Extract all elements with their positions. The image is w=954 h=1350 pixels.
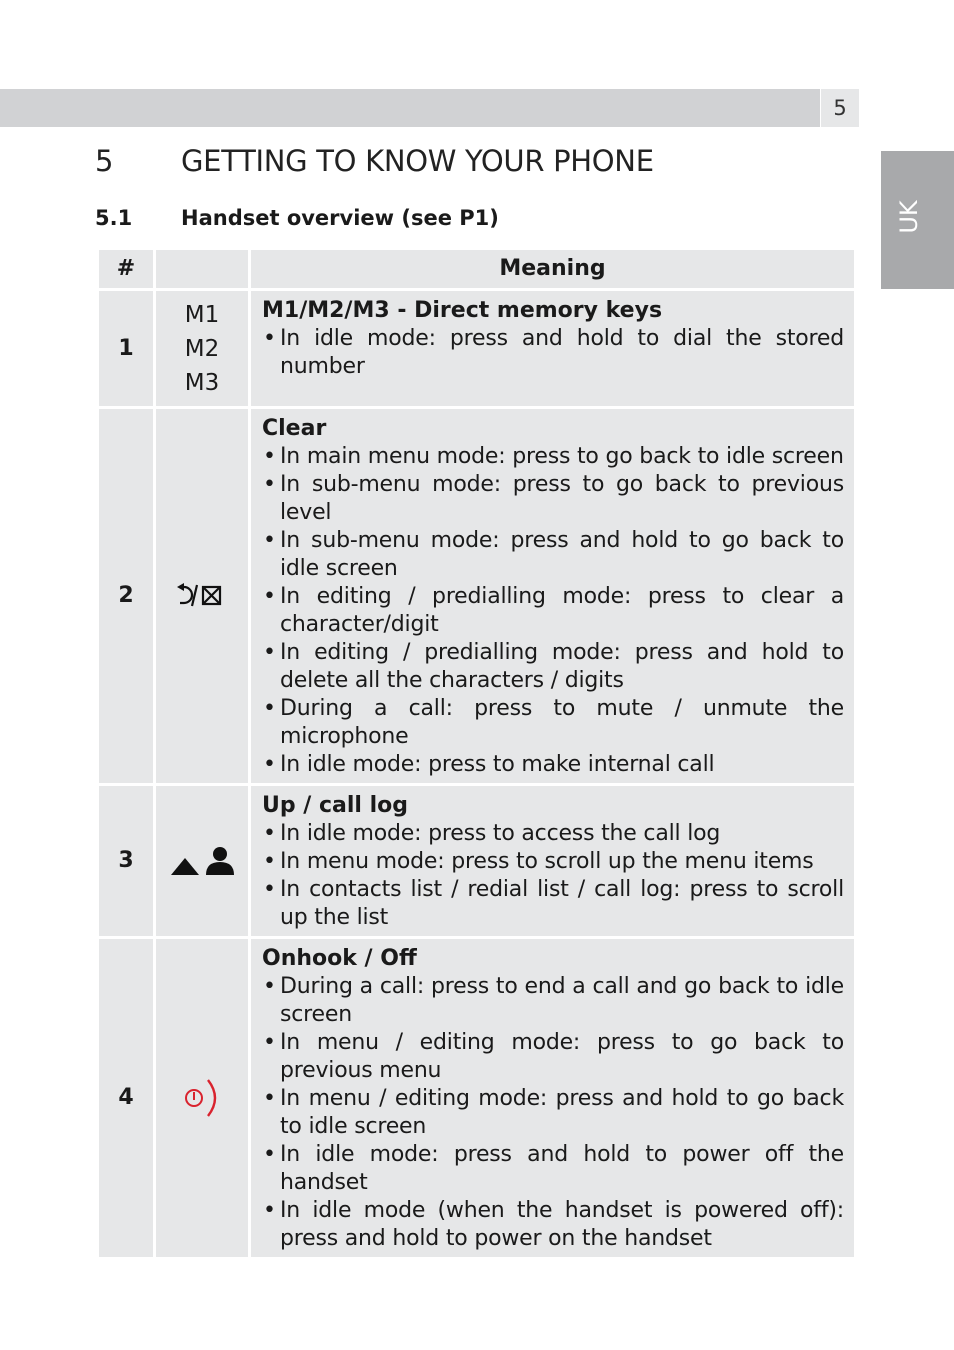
table-row [99, 409, 854, 783]
bullet-item: • In main menu mode: press to go back to idle screen [262, 443, 844, 471]
table-header-row [99, 250, 854, 288]
bullet-list [262, 443, 844, 779]
bullet-item: • In idle mode: press and hold to dial the stored number [262, 325, 844, 381]
page-number: 5 [821, 89, 859, 127]
bullet-item: • During a call: press to mute / unmute the microphone [262, 695, 844, 751]
header-number: # [99, 250, 153, 288]
key-icon-cell [156, 786, 248, 936]
language-tab [881, 151, 954, 289]
row-meaning [251, 939, 854, 1257]
chapter-number: 5 [95, 144, 114, 178]
table-row [99, 939, 854, 1257]
memory-keys [156, 291, 248, 406]
power-off-icon [182, 1076, 222, 1120]
bullet-item: • In editing / predialling mode: press to clear a character/digit [262, 583, 844, 639]
bullet-list [262, 973, 844, 1253]
row-meaning [251, 786, 854, 936]
section-title: Handset overview (see P1) [181, 206, 499, 230]
chapter-title: GETTING TO KNOW YOUR PHONE [181, 144, 654, 178]
bullet-item: • In menu mode: press to scroll up the menu items [262, 848, 844, 876]
header-key [156, 250, 248, 288]
language-tab-label: UK [895, 200, 923, 234]
header-bar [0, 89, 820, 127]
key-icon-cell [156, 939, 248, 1257]
key-title: Onhook / Off [262, 946, 417, 971]
row-number: 1 [99, 291, 153, 406]
key-label-m3: M3 [184, 369, 220, 396]
row-number: 2 [99, 409, 153, 783]
bullet-item: • In sub-menu mode: press and hold to go back to idle screen [262, 527, 844, 583]
table-row [99, 786, 854, 936]
key-label-m2: M2 [184, 335, 220, 362]
section-number: 5.1 [95, 206, 133, 230]
bullet-item: • In idle mode: press to access the call log [262, 820, 844, 848]
bullet-item: • In idle mode: press and hold to power off the handset [262, 1141, 844, 1197]
back-clear-icon [175, 582, 229, 610]
bullet-item: • In idle mode: press to make internal call [262, 751, 844, 779]
bullet-item: • In editing / predialling mode: press and hold to delete all the characters / digits [262, 639, 844, 695]
key-title: Up / call log [262, 793, 408, 818]
handset-keys-table [96, 247, 857, 1260]
row-number: 4 [99, 939, 153, 1257]
bullet-item: • In menu / editing mode: press to go back to previous menu [262, 1029, 844, 1085]
row-number: 3 [99, 786, 153, 936]
table-row [99, 291, 854, 406]
key-title: Clear [262, 416, 327, 441]
key-title: M1/M2/M3 - Direct memory keys [262, 298, 663, 323]
row-meaning [251, 409, 854, 783]
bullet-list [262, 325, 844, 381]
row-meaning [251, 291, 854, 406]
header-meaning: Meaning [251, 250, 854, 288]
bullet-item: • In sub-menu mode: press to go back to previous level [262, 471, 844, 527]
key-label-m1: M1 [184, 301, 220, 328]
bullet-item: • During a call: press to end a call and go back to idle screen [262, 973, 844, 1029]
bullet-item: • In idle mode (when the handset is powered off): press and hold to power on the handset [262, 1197, 844, 1253]
bullet-item: • In menu / editing mode: press and hold to go back to idle screen [262, 1085, 844, 1141]
key-icon-cell [156, 409, 248, 783]
bullet-item: • In contacts list / redial list / call log: press to scroll up the list [262, 876, 844, 932]
up-contact-icon [169, 845, 235, 877]
bullet-list [262, 820, 844, 932]
